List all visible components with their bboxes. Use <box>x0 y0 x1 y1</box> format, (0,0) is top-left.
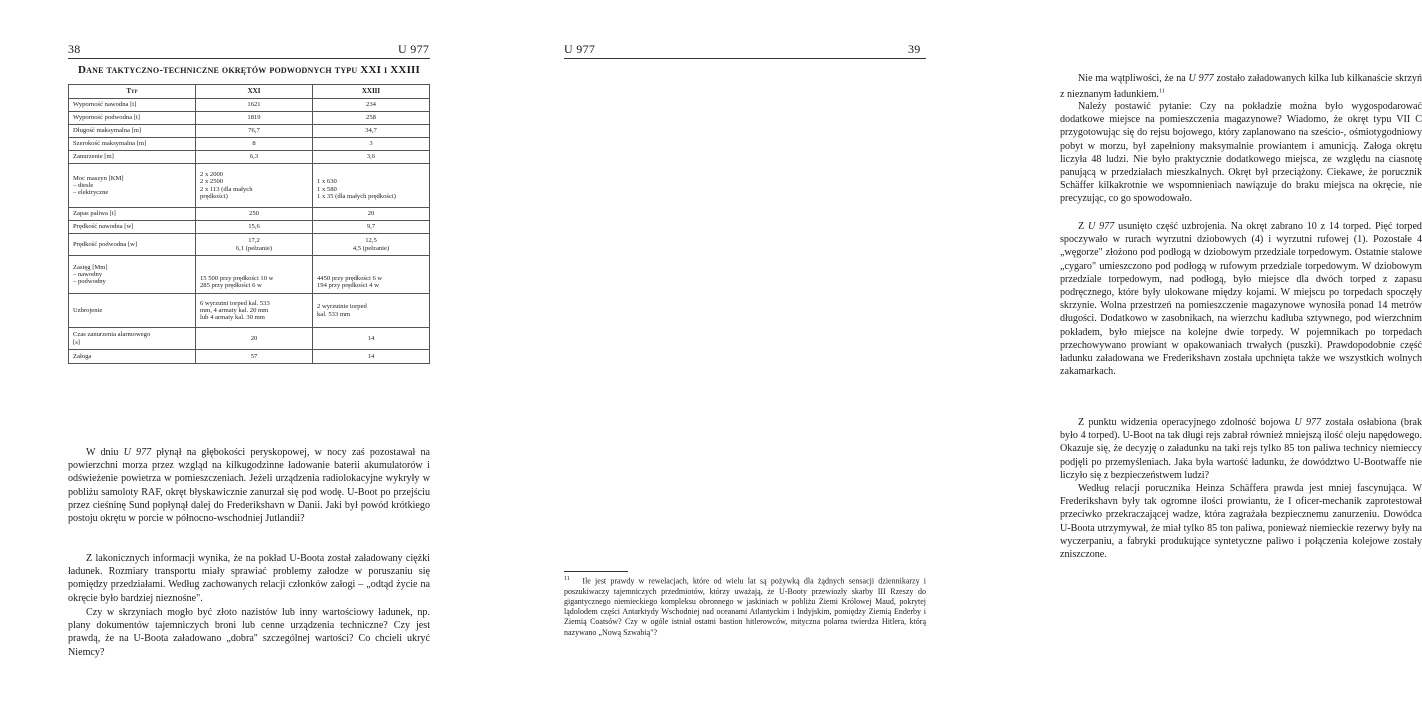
value-cell: 8 <box>196 138 313 151</box>
footnote-reference: 11 <box>1158 88 1165 95</box>
table-row <box>69 138 430 151</box>
footnote-text: Ile jest prawdy w rewelacjach, które od wielu lat są pożywką dla żądnych sensacji dziennikarzy i poszukiwaczy tajemniczych przedmiotów, którzy uważają, że U-Booty przewiozły skarby III Rzeszy do gigantycznego niemieckiego kompleksu obronnego w jaskiniach w pobliżu Ziemi Królowej Maud, pokrytej lądolodem części Antarktydy Wschodniej nad oceanami Atlantyckim i Indyjskim, pomiędzy Ziemią Enderby i Ziemią Coatsów? Czy w ogóle istniał ostatni bastion hitlerowców, mityczna polarna twierdza Hitlera, którą nazywano „Nową Szwabią"? <box>564 576 927 637</box>
paragraph <box>1060 72 1422 101</box>
table-row <box>69 350 430 364</box>
left-page <box>0 0 496 712</box>
table-row <box>69 294 430 328</box>
value-cell: 76,7 <box>196 125 313 138</box>
table-header-row <box>69 85 430 99</box>
table-header-cell: Typ <box>69 85 196 99</box>
row-label-cell: Załoga <box>69 350 196 364</box>
row-label-cell: Prędkość nawodna [w] <box>69 221 196 234</box>
value-cell: 234 <box>313 99 430 112</box>
table-row <box>69 256 430 294</box>
row-label-cell: Zasięg [Mm] – nawodny – podwodny <box>69 256 196 294</box>
row-label-cell: Moc maszyn [KM] – diesle – elektryczne <box>69 164 196 208</box>
paragraph-text: Nie ma wątpliwości, że na U 977 zostało załadowanych kilka lub kilkanaście skrzyń z nieznanym ładunkiem.$^{11}$ <box>1060 73 1422 100</box>
paragraph-text: Czy w skrzyniach mogło być złoto nazistów lub inny wartościowy ładunek, np. plany dokumentów tajemniczych broni lub cenne urządzenia techniczne? Czy jest prawdą, że na U-Boota załadowano „dobra" szczególnej wartości? Co chcieli ukryć Niemcy? <box>68 607 430 658</box>
ship-name: U 977 <box>1294 417 1322 428</box>
paragraph <box>1060 100 1422 206</box>
paragraph <box>68 606 430 659</box>
value-cell: 1 x 630 1 x 580 1 x 35 (dla małych prędkości) <box>313 164 430 208</box>
running-title: U 977 <box>564 42 596 56</box>
table-row <box>69 112 430 125</box>
value-cell: 12,5 4,5 (pełzanie) <box>313 234 430 256</box>
page-number: 38 <box>68 42 81 56</box>
ship-name: U 977 <box>123 447 152 458</box>
ship-name: U 977 <box>1188 73 1214 84</box>
value-cell: 258 <box>313 112 430 125</box>
value-cell: 6,3 <box>196 151 313 164</box>
running-title: U 977 <box>398 42 430 56</box>
row-label-cell: Czas zanurzenia alarmowego [s] <box>69 328 196 350</box>
table-row <box>69 208 430 221</box>
table-title: Dane taktyczno-techniczne okrętów podwodnych typu XXI i XXIII <box>77 64 421 76</box>
table-row <box>69 125 430 138</box>
table-row <box>69 99 430 112</box>
paragraph-text: Z U 977 usunięto część uzbrojenia. Na okręt zabrano 10 z 14 torped. Pięć torped spoczywało w rurach wyrzutni dziobowych (4) i wyrzutni rufowej (1). Pozostałe 4 „węgorze" złożono pod podłogą w dziobowym przedziale torpedowym. Ostatnie stalowe „cygaro" umieszczono pod podłogą w rufowym przedziale torpedowym. W dziobowym przedziale torpedowym, nad podłogą, było miejsce dla dwóch torped z zapasu podręcznego, które były ulokowane między kojami. W miejscu po torpedach spoczęły skrzynie. Wolna przestrzeń na pomieszczenie magazynowe wynosiła ponad 14 metrów długości. Dodatkowo w zasobnikach, na wierzchu kadłuba sztywnego, pod wierzchnim pokładem, było miejsce na kolejne dwie torpedy. W pojemnikach po torpedach przechowywano prowiant w opakowaniach trwałych (puszki). Prawdopodobnie część ładunku załadowana we Frederikshavn została upchnięta także we wszystkich wolnych zakamarkach. <box>1060 221 1422 378</box>
row-label-cell: Zanurzenie [m] <box>69 151 196 164</box>
table-row <box>69 151 430 164</box>
footnote-rule <box>564 571 628 572</box>
paragraph-text: Należy postawić pytanie: Czy na pokładzie można było wygospodarować dodatkowe miejsce na pomieszczenia magazynowe? Wiadomo, że okręt typu VII C przygotowując się do rejsu bojowego, który zaplanowano na sześcio-, ośmiotygodniowy pobyt w morzu, był zapełniony maksymalnie prowiantem i amunicją. Załoga okrętu liczyła 48 ludzi. Nie było praktycznie dodatkowego miejsca, ze względu na ciasnotę panującą w przedziałach mieszkalnych. Okręt był przeciążony. Ciekawe, że porucznik Schäffer kilkakrotnie we wspomnieniach nawiązuje do braku miejsca na okręcie, nie precyzując, co go spowodowało. <box>1060 101 1422 205</box>
row-label-cell: Wyporność podwodna [t] <box>69 112 196 125</box>
value-cell: 57 <box>196 350 313 364</box>
footnote <box>564 574 926 638</box>
ship-name: U 977 <box>1088 221 1115 232</box>
table-row <box>69 164 430 208</box>
row-label-cell: Długość maksymalna [m] <box>69 125 196 138</box>
table-header-cell: XXIII <box>313 85 430 99</box>
value-cell: 34,7 <box>313 125 430 138</box>
footnote-number: 11 <box>564 576 570 582</box>
page-number: 39 <box>908 42 921 56</box>
value-cell: 3 <box>313 138 430 151</box>
value-cell: 15 500 przy prędkości 10 w 285 przy prędkości 6 w <box>196 256 313 294</box>
row-label-cell: Wyporność nawodna [t] <box>69 99 196 112</box>
value-cell: 2 wyrzutnie torped kal. 533 mm <box>313 294 430 328</box>
value-cell: 1819 <box>196 112 313 125</box>
value-cell: 1621 <box>196 99 313 112</box>
value-cell: 17,2 6,1 (pełzanie) <box>196 234 313 256</box>
paragraph <box>68 552 430 605</box>
paragraph-text: Według relacji porucznika Heinza Schäffera prawda jest mniej fascynująca. W Frederikshavn były tak ogromne ilości prowiantu, że I oficer-mechanik zaprotestował przeciwko przekraczającej wadze, która zagrażała bezpiecznemu zanurzeniu. Dowódca U-Boota utrzymywał, że miał tylko 85 ton paliwa, ponieważ niemieckie rezerwy były na wyczerpaniu, a fabryki produkujące syntetyczne paliwo i połączenia kolejowe zostały zniszczone. <box>1060 483 1422 561</box>
paragraph-text: Z punktu widzenia operacyjnego zdolność bojowa U 977 została osłabiona (brak było 4 torped). U-Boot na tak długi rejs zabrał również mniejszą ilość oleju napędowego. Okazuje się, że decyzję o załadunku na taki rejs tylko 85 ton paliwa technicy niemieccy podjęli po przemyśleniach. Jaka była wartość ładunku, że dowództwo U-Bootwaffe nie liczyło się z bezpieczeństwem ludzi? <box>1060 417 1422 481</box>
row-label-cell: Zapas paliwa [t] <box>69 208 196 221</box>
header-rule <box>68 58 430 59</box>
header-rule <box>564 58 926 59</box>
table-header-cell: XXI <box>196 85 313 99</box>
table-row <box>69 221 430 234</box>
paragraph <box>1060 482 1422 561</box>
value-cell: 2 x 2000 2 x 2500 2 x 113 (dla małych prędkości) <box>196 164 313 208</box>
value-cell: 20 <box>196 328 313 350</box>
value-cell: 250 <box>196 208 313 221</box>
paragraph <box>1060 220 1422 378</box>
value-cell: 14 <box>313 350 430 364</box>
paragraph-text: W dniu U 977 płynął na głębokości peryskopowej, w nocy zaś pozostawał na powierzchni morza przez wzgląd na kilkugodzinne ładowanie baterii akumulatorów i odświeżenie powietrza w pomieszczeniach. Jeżeli urządzenia radiolokacyjne wykryły w pobliżu samoloty RAF, okręt błyskawicznie zanurzał się pod wodę. U-Boot po przejściu przez cieśninę Sund popłynął dalej do Frederikshavn w Danii. Jaki był powód krótkiego postoju okrętu w porcie w północno-wschodniej Jutlandii? <box>68 447 430 525</box>
value-cell: 14 <box>313 328 430 350</box>
specs-table <box>68 84 430 364</box>
value-cell: 20 <box>313 208 430 221</box>
paragraph <box>1060 416 1422 482</box>
value-cell: 3,6 <box>313 151 430 164</box>
row-label-cell: Szerokość maksymalna [m] <box>69 138 196 151</box>
row-label-cell: Uzbrojenie <box>69 294 196 328</box>
value-cell: 4450 przy prędkości 6 w 194 przy prędkości 4 w <box>313 256 430 294</box>
value-cell: 15,6 <box>196 221 313 234</box>
paragraph-text: Z lakonicznych informacji wynika, że na pokład U-Boota został załadowany ciężki ładunek. Rozmiary transportu miały sprawiać problemy załodze w poruszaniu się pomiędzy przedziałami. Według zachowanych relacji członków załogi – „odtąd życie na okręcie było bardziej nieznośne". <box>68 553 430 604</box>
paragraph <box>68 446 430 525</box>
table-row <box>69 234 430 256</box>
row-label-cell: Prędkość podwodna [w] <box>69 234 196 256</box>
table-row <box>69 328 430 350</box>
value-cell: 6 wyrzutni torped kal. 533 mm, 4 armaty kal. 20 mm lub 4 armaty kal. 30 mm <box>196 294 313 328</box>
value-cell: 9,7 <box>313 221 430 234</box>
